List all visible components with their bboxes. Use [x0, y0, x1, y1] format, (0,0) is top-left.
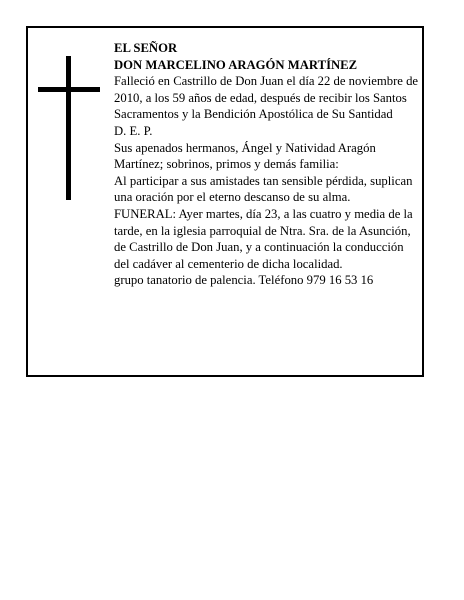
heading-title: EL SEÑOR [114, 41, 178, 55]
family-line: Sus apenados hermanos, Ángel y Natividad Aragón Martínez; sobrinos, primos y demás familia: [114, 140, 376, 172]
cross-vertical-bar [66, 56, 71, 200]
funeral-home-contact: grupo tanatorio de palencia. Teléfono 979 16 53 16 [114, 273, 374, 288]
obituary-notice [26, 26, 424, 377]
cross-horizontal-bar [38, 87, 100, 92]
funeral-details: FUNERAL: Ayer martes, día 23, a las cuatro y media de la tarde, en la iglesia parroquial de Ntra. Sra. de la Asunción, de Castrillo de Don Juan, y a continuación la conducción del cadáver al cementerio de dicha localidad. [114, 206, 413, 271]
death-announcement: Falleció en Castrillo de Don Juan el día 22 de noviembre de 2010, a los 59 años de edad, después de recibir los Santos Sacramentos y la Bendición Apostólica de Su Santidad [114, 74, 419, 122]
prayer-request: Al participar a sus amistades tan sensible pérdida, suplican una oración por el eterno descanso de su alma. [114, 173, 413, 205]
cross-icon [38, 56, 100, 200]
notice-body [114, 40, 422, 289]
heading-name: DON MARCELINO ARAGÓN MARTÍNEZ [114, 57, 358, 72]
rip-line: D. E. P. [114, 123, 153, 138]
